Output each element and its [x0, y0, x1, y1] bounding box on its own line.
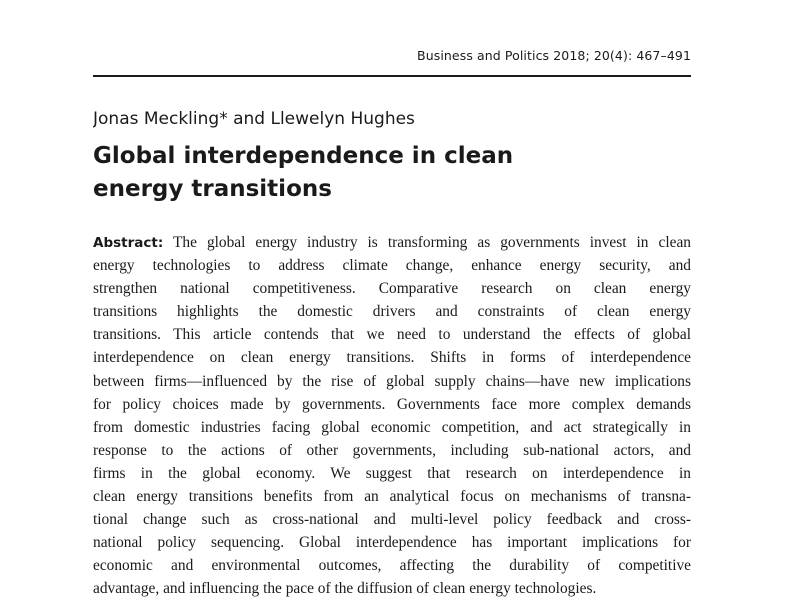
abstract-label: Abstract:: [93, 235, 164, 251]
abstract-line: tional change such as cross-national and multi-level policy feedback and cross-: [93, 511, 691, 529]
abstract-line: national policy sequencing. Global interdependence has important implications for: [93, 534, 691, 552]
abstract-line: for policy choices made by governments. Governments face more complex demands: [93, 395, 691, 413]
abstract-line: strengthen national competitiveness. Comparative research on clean energy: [93, 280, 691, 298]
abstract-line: transitions highlights the domestic drivers and constraints of clean energy: [93, 303, 691, 321]
abstract-line: energy technologies to address climate change, enhance energy security, and: [93, 257, 691, 275]
article-title: [93, 140, 653, 206]
title-line: Global interdependence in clean: [93, 143, 514, 169]
abstract-line: interdependence on clean energy transitions. Shifts in forms of interdependence: [93, 349, 691, 367]
abstract-line: transitions. This article contends that we need to understand the effects of global: [93, 326, 691, 344]
abstract-line: between firms—influenced by the rise of global supply chains—have new implications: [93, 372, 691, 390]
paper-page: [93, 0, 691, 600]
abstract-line: from domestic industries facing global economic competition, and act strategically in: [93, 418, 691, 436]
title-line: energy transitions: [93, 176, 332, 202]
header-rule: [93, 75, 691, 77]
abstract-line: response to the actions of other governments, including sub-national actors, and: [93, 441, 691, 459]
abstract-text: The global energy industry is transforming as governments invest in clean: [172, 234, 691, 251]
abstract-line: [93, 231, 691, 254]
abstract-line: economic and environmental outcomes, affecting the durability of competitive: [93, 557, 691, 575]
abstract-line: firms in the global economy. We suggest that research on interdependence in: [93, 464, 691, 482]
abstract-line: clean energy transitions benefits from an analytical focus on mechanisms of transna-: [93, 488, 691, 506]
journal-citation: Business and Politics 2018; 20(4): 467–491: [417, 48, 691, 63]
author-line: Jonas Meckling* and Llewelyn Hughes: [93, 109, 415, 129]
abstract: [93, 231, 691, 600]
abstract-line: advantage, and influencing the pace of the diffusion of clean energy technologies.: [93, 580, 597, 598]
